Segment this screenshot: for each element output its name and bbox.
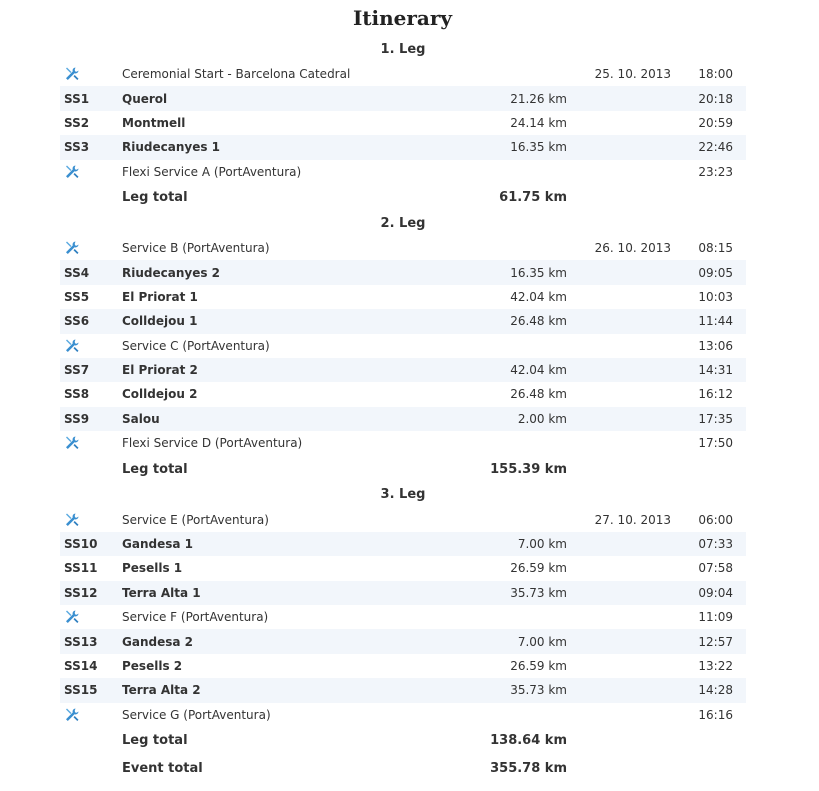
stage-code: SS7	[64, 363, 90, 378]
service-icon-cell	[60, 512, 122, 528]
page-title: Itinerary	[352, 6, 453, 30]
distance: 42.04 km	[510, 289, 567, 304]
leg-total-label: Leg total	[122, 461, 188, 477]
stage-name: Terra Alta 1	[122, 585, 201, 600]
time: 13:22	[698, 659, 733, 673]
time: 17:35	[698, 411, 733, 426]
distance: 24.14 km	[510, 115, 567, 130]
tools-icon	[64, 67, 80, 81]
stage-name: Salou	[122, 411, 160, 426]
stage-row	[60, 407, 746, 431]
stage-code: SS8	[64, 387, 90, 402]
stage-row	[60, 382, 746, 406]
leg-heading: 3. Leg	[380, 487, 426, 503]
service-name: Service C (PortAventura)	[122, 338, 270, 353]
stage-code: SS4	[64, 265, 90, 280]
service-name: Flexi Service D (PortAventura)	[122, 436, 303, 451]
service-name: Flexi Service A (PortAventura)	[122, 164, 302, 179]
distance: 26.48 km	[510, 314, 567, 329]
leg-total-row	[60, 455, 746, 483]
stage-name: Gandesa 2	[122, 634, 193, 649]
stage-row	[60, 678, 746, 702]
service-icon-cell	[60, 435, 122, 451]
stage-name: Riudecanyes 1	[122, 140, 221, 155]
service-name: Service G (PortAventura)	[122, 707, 271, 722]
time: 09:04	[698, 585, 733, 600]
leg-total-label: Leg total	[122, 190, 188, 206]
tools-icon	[64, 164, 80, 178]
time: 16:16	[698, 707, 733, 722]
stage-code: SS3	[64, 140, 90, 155]
stage-name: El Priorat 1	[122, 289, 198, 304]
date: 26. 10. 2013	[594, 241, 671, 256]
time: 10:03	[698, 289, 733, 304]
stage-code: SS6	[64, 314, 90, 329]
distance: 42.04 km	[510, 363, 567, 378]
leg-heading: 1. Leg	[380, 42, 426, 57]
distance: 35.73 km	[510, 585, 567, 600]
time: 06:00	[698, 512, 733, 527]
event-total-label: Event total	[122, 761, 203, 777]
event-total-row	[60, 755, 746, 783]
time: 17:50	[698, 436, 733, 451]
stage-code: SS9	[64, 411, 90, 426]
distance: 26.59 km	[510, 561, 567, 576]
stage-name: Querol	[122, 91, 168, 106]
date: 27. 10. 2013	[594, 512, 671, 527]
time: 20:18	[698, 91, 733, 106]
service-row	[60, 334, 746, 358]
time: 14:31	[698, 363, 733, 378]
stage-name: Terra Alta 2	[122, 683, 201, 698]
service-row	[60, 160, 746, 184]
stage-row	[60, 135, 746, 159]
stage-code: SS13	[64, 634, 98, 649]
stage-name: Pesells 1	[122, 561, 183, 576]
stage-name: Pesells 2	[122, 659, 183, 673]
stage-name: El Priorat 2	[122, 363, 198, 378]
leg-total-distance: 138.64 km	[490, 733, 567, 749]
tools-icon	[64, 436, 80, 450]
itinerary-table	[60, 38, 746, 783]
stage-name: Colldejou 2	[122, 387, 198, 402]
time: 11:09	[698, 610, 733, 625]
service-row	[60, 62, 746, 86]
stage-name: Colldejou 1	[122, 314, 198, 329]
service-name: Ceremonial Start - Barcelona Catedral	[122, 67, 351, 82]
distance: 21.26 km	[510, 91, 567, 106]
distance: 26.48 km	[510, 387, 567, 402]
time: 07:33	[698, 537, 733, 552]
stage-code: SS2	[64, 115, 90, 130]
leg-total-label: Leg total	[122, 733, 188, 749]
time: 09:05	[698, 265, 733, 280]
distance: 35.73 km	[510, 683, 567, 698]
stage-name: Gandesa 1	[122, 537, 193, 552]
service-name: Service B (PortAventura)	[122, 241, 270, 256]
stage-row	[60, 556, 746, 580]
service-icon-cell	[60, 66, 122, 82]
leg-total-distance: 155.39 km	[490, 461, 567, 477]
stage-name: Montmell	[122, 115, 186, 130]
service-name: Service E (PortAventura)	[122, 512, 269, 527]
service-icon-cell	[60, 164, 122, 180]
leg-total-distance: 61.75 km	[499, 190, 567, 206]
stage-code: SS11	[64, 561, 98, 576]
tools-icon	[64, 707, 80, 721]
time: 23:23	[698, 164, 733, 179]
stage-row	[60, 309, 746, 333]
tools-icon	[64, 512, 80, 526]
stage-name: Riudecanyes 2	[122, 265, 221, 280]
stage-row	[60, 629, 746, 653]
tools-icon	[64, 241, 80, 255]
service-icon-cell	[60, 240, 122, 256]
service-icon-cell	[60, 609, 122, 625]
distance: 16.35 km	[510, 140, 567, 155]
distance: 26.59 km	[510, 659, 567, 673]
service-row	[60, 507, 746, 531]
stage-row	[60, 532, 746, 556]
time: 08:15	[698, 241, 733, 256]
leg-total-row	[60, 184, 746, 212]
stage-code: SS1	[64, 91, 90, 106]
time: 22:46	[698, 140, 733, 155]
stage-code: SS5	[64, 289, 90, 304]
tools-icon	[64, 610, 80, 624]
time: 11:44	[698, 314, 733, 329]
stage-row	[60, 285, 746, 309]
stage-code: SS10	[64, 537, 98, 552]
stage-row	[60, 581, 746, 605]
leg-heading: 2. Leg	[380, 215, 426, 231]
stage-row	[60, 358, 746, 382]
service-name: Service F (PortAventura)	[122, 610, 269, 625]
distance: 7.00 km	[517, 537, 567, 552]
stage-code: SS15	[64, 683, 98, 698]
time: 20:59	[698, 115, 733, 130]
service-row	[60, 703, 746, 727]
distance: 7.00 km	[517, 634, 567, 649]
tools-icon	[64, 338, 80, 352]
service-row	[60, 605, 746, 629]
distance: 16.35 km	[510, 265, 567, 280]
time: 18:00	[698, 67, 733, 82]
stage-row	[60, 111, 746, 135]
stage-row	[60, 654, 746, 678]
date: 25. 10. 2013	[594, 67, 671, 82]
time: 12:57	[698, 634, 733, 649]
stage-row	[60, 86, 746, 110]
time: 14:28	[698, 683, 733, 698]
service-icon-cell	[60, 338, 122, 354]
service-row	[60, 431, 746, 455]
service-icon-cell	[60, 707, 122, 723]
stage-row	[60, 260, 746, 284]
stage-code: SS14	[64, 659, 98, 673]
time: 07:58	[698, 561, 733, 576]
distance: 2.00 km	[517, 411, 567, 426]
service-row	[60, 236, 746, 260]
time: 16:12	[698, 387, 733, 402]
stage-code: SS12	[64, 585, 98, 600]
event-total-distance: 355.78 km	[490, 761, 567, 777]
time: 13:06	[698, 338, 733, 353]
leg-total-row	[60, 727, 746, 755]
